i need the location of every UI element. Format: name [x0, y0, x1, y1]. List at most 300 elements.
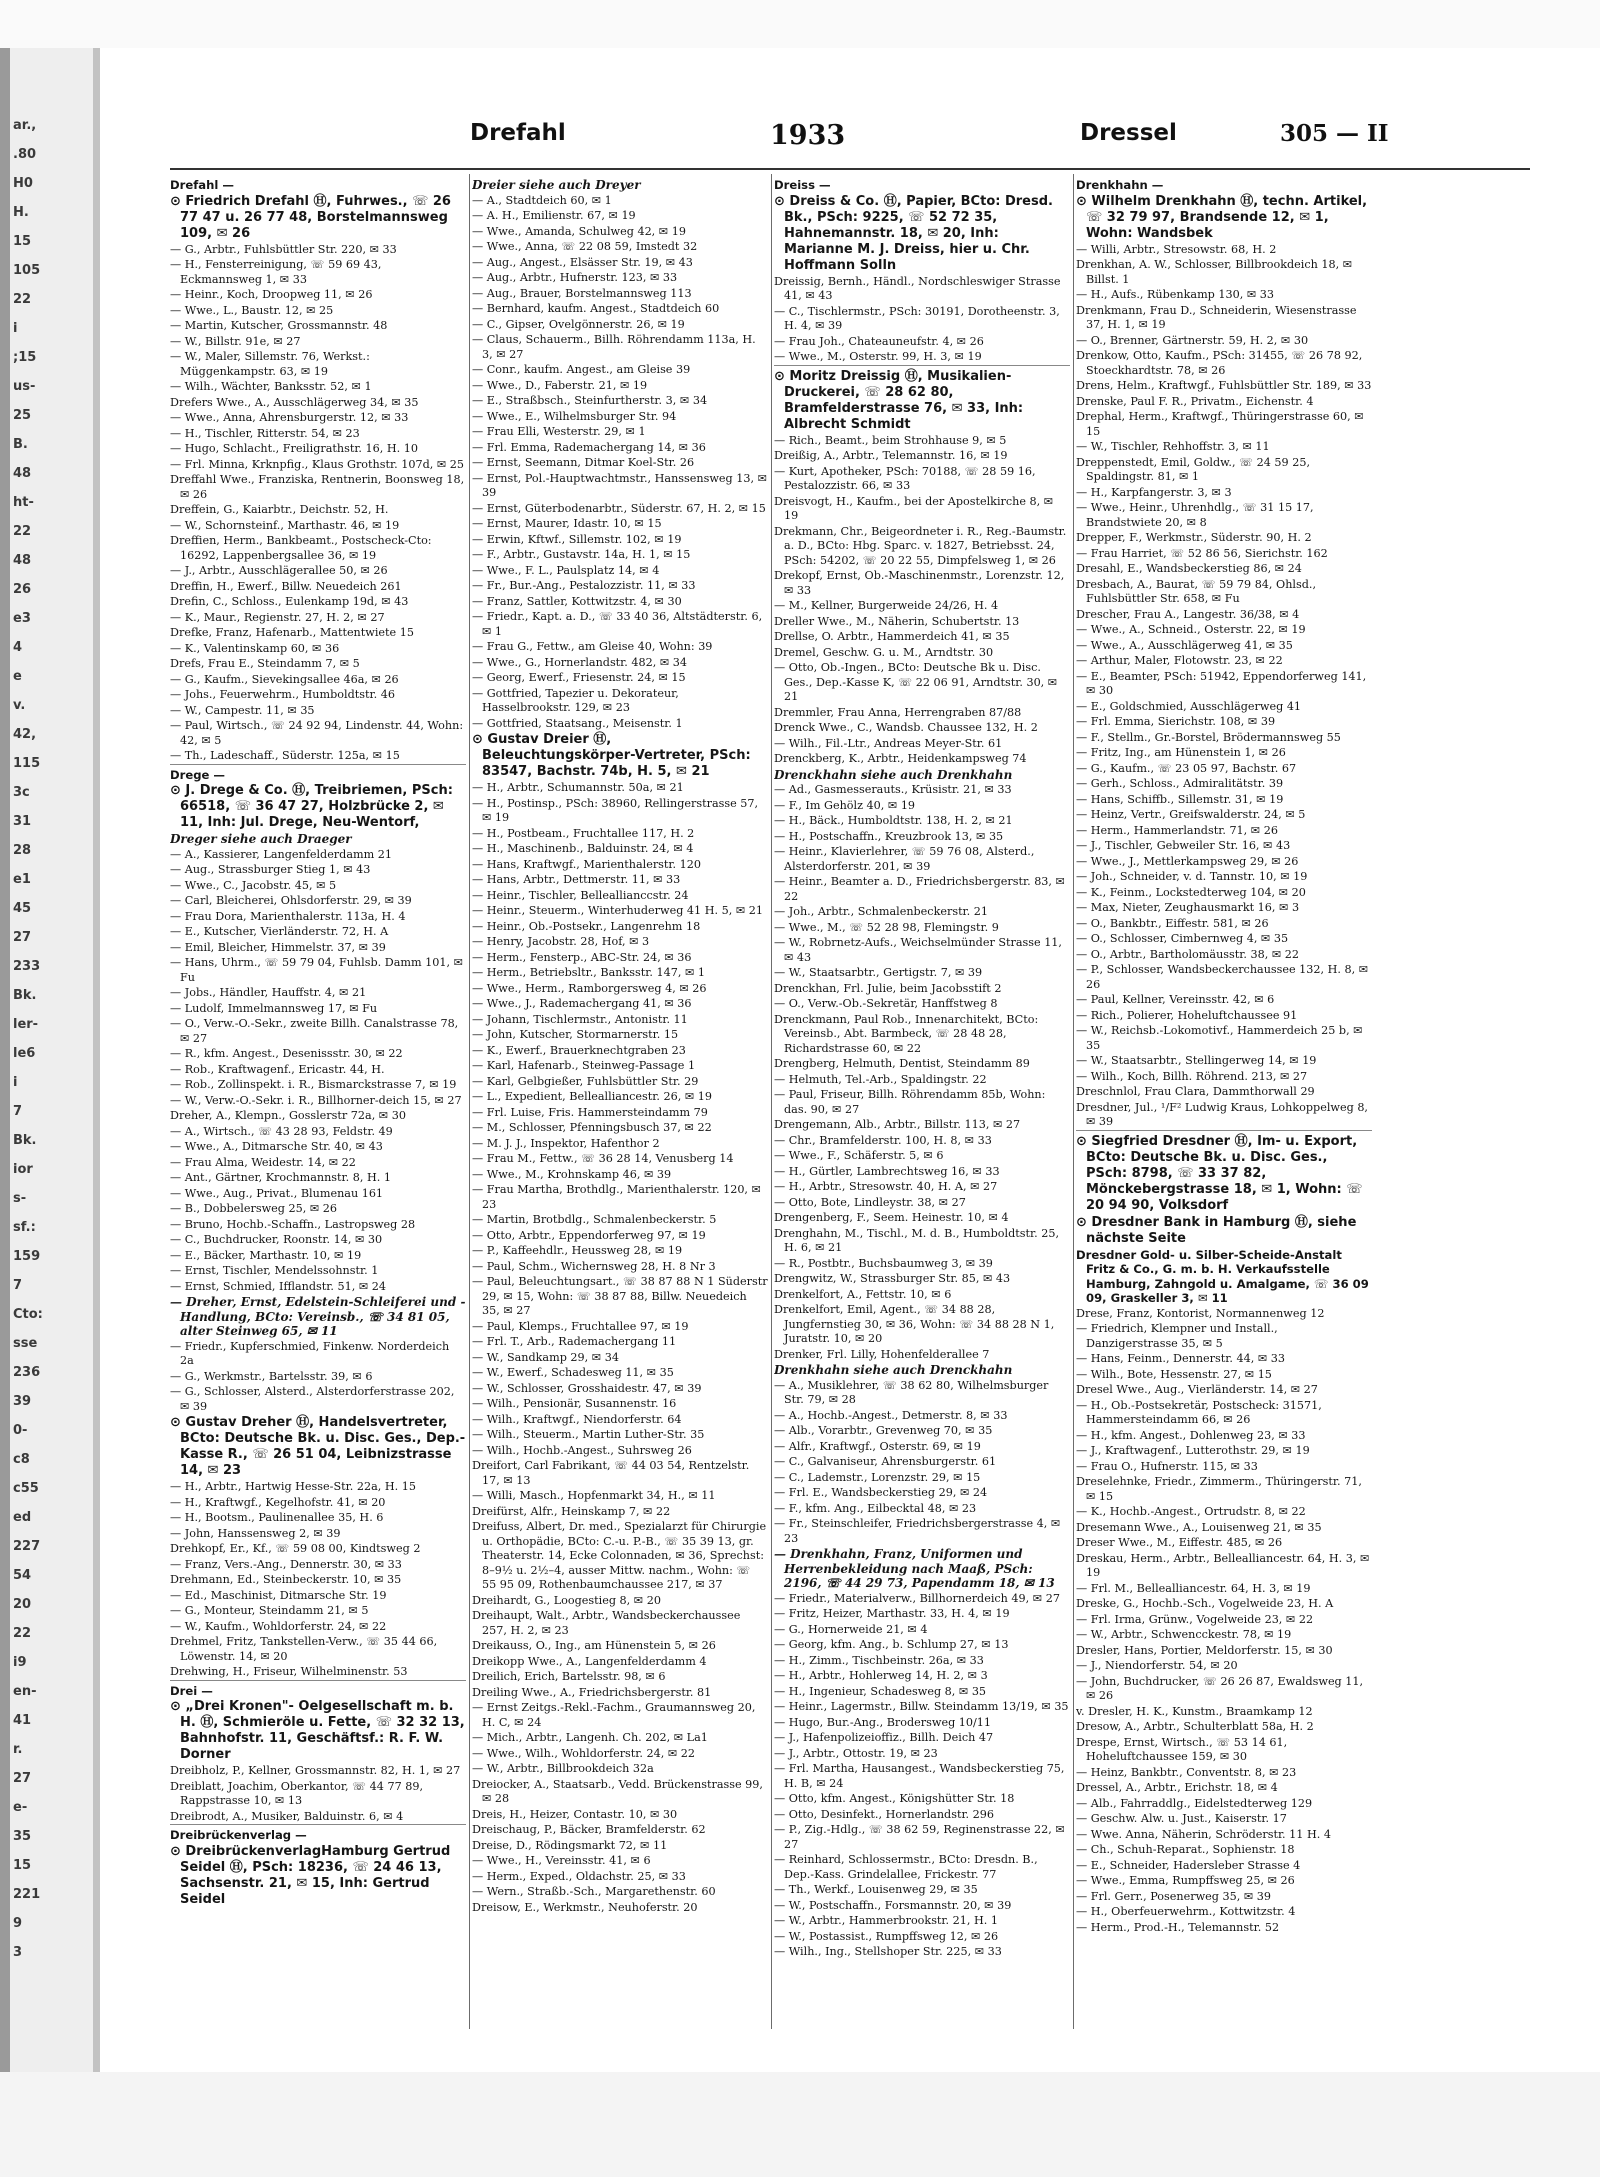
directory-entry: — A., Stadtdeich 60, ✉ 1: [472, 193, 612, 207]
directory-entry: Drehmel, Fritz, Tankstellen-Verw., ☏ 35 44 66, Löwenstr. 14, ✉ 20: [170, 1635, 438, 1663]
directory-entry: — Chr., Bramfelderstr. 100, H. 8, ✉ 33: [774, 1133, 992, 1147]
directory-entry: Dreske, G., Hochb.-Sch., Vogelweide 23, H. A: [1076, 1597, 1334, 1610]
directory-entry: Dreger siehe auch Draeger: [170, 832, 352, 846]
directory-entry: Drepper, F., Werkmstr., Süderstr. 90, H. 2: [1076, 531, 1312, 544]
directory-entry: — H., Oberfeuerwehrm., Kottwitzstr. 4: [1076, 1905, 1296, 1918]
directory-entry: — Willi, Arbtr., Stresowstr. 68, H. 2: [1076, 242, 1277, 256]
directory-entry: — W., Arbtr., Billbrookdeich 32a: [472, 1762, 654, 1775]
directory-entry: — Gerh., Schloss., Admiralitätstr. 39: [1076, 777, 1284, 790]
directory-entry: — H., Kraftwgf., Kegelhofstr. 41, ✉ 20: [170, 1495, 386, 1509]
directory-entry: — Martin, Brotbdlg., Schmalenbeckerstr. 5: [472, 1213, 717, 1226]
directory-entry: — Ludolf, Immelmannsweg 17, ✉ Fu: [170, 1001, 378, 1015]
directory-entry: — R., kfm. Angest., Desenissstr. 30, ✉ 22: [170, 1047, 403, 1060]
directory-entry: — Erwin, Kftwf., Sillemstr. 102, ✉ 19: [472, 532, 682, 546]
directory-entry: Drefs, Frau E., Steindamm 7, ✉ 5: [170, 657, 360, 670]
directory-entry: — Willi, Masch., Hopfenmarkt 34, H., ✉ 11: [472, 1489, 716, 1502]
directory-entry: Drenghahn, M., Tischl., M. d. B., Humboldtstr. 25, H. 6, ✉ 21: [774, 1226, 1060, 1254]
directory-entry: — M., Schlosser, Pfenningsbusch 37, ✉ 22: [472, 1121, 712, 1134]
directory-entry: — Wwe., Emma, Rumpffsweg 25, ✉ 26: [1076, 1874, 1295, 1887]
directory-entry: — F., Stellm., Gr.-Borstel, Brödermannsweg 55: [1076, 730, 1341, 744]
directory-entry: Drenker, Frl. Lilly, Hohenfelderallee 7: [774, 1347, 990, 1361]
directory-entry: — G., Hornerweide 21, ✉ 4: [774, 1622, 928, 1636]
directory-entry: Dreibholz, P., Kellner, Grossmannstr. 82, H. 1, ✉ 27: [170, 1764, 461, 1777]
directory-entry: Dremmler, Frau Anna, Herrengraben 87/88: [774, 705, 1022, 719]
directory-entry: — G., Arbtr., Fuhlsbüttler Str. 220, ✉ 33: [170, 242, 397, 256]
directory-entry: — Ernst, Schmied, Ifflandstr. 51, ✉ 24: [170, 1279, 386, 1293]
directory-entry: Drengenberg, F., Seem. Heinestr. 10, ✉ 4: [774, 1211, 1009, 1224]
directory-entry: — Wwe., Herm., Ramborgersweg 4, ✉ 26: [472, 981, 707, 995]
directory-entry: — Franz, Sattler, Kottwitzstr. 4, ✉ 30: [472, 594, 682, 608]
directory-entry: — Johs., Feuerwehrm., Humboldtstr. 46: [170, 688, 395, 701]
directory-entry: — Ernst, Tischler, Mendelssohnstr. 1: [170, 1264, 379, 1277]
directory-entry: — Wwe., Aug., Privat., Blumenau 161: [170, 1186, 384, 1200]
directory-entry: — M., Kellner, Burgerweide 24/26, H. 4: [774, 599, 999, 612]
directory-entry: — C., Lademstr., Lorenzstr. 29, ✉ 15: [774, 1470, 981, 1484]
directory-entry: — Wwe., E., Wilhelmsburger Str. 94: [472, 409, 677, 423]
directory-entry: — Aug., Strassburger Stieg 1, ✉ 43: [170, 863, 371, 876]
directory-entry: — P., Kaffeehdlr., Heussweg 28, ✉ 19: [472, 1244, 683, 1257]
directory-entry: — Heinr., Lagermstr., Billw. Steindamm 13/19, ✉ 35: [774, 1700, 1069, 1713]
listing-column-1: [170, 178, 466, 2018]
directory-entry: — C., Buchdrucker, Roonstr. 14, ✉ 30: [170, 1233, 383, 1246]
directory-entry: — Wwe., D., Faberstr. 21, ✉ 19: [472, 378, 648, 392]
directory-entry: — Franz, Vers.-Ang., Dennerstr. 30, ✉ 33: [170, 1557, 402, 1571]
directory-entry: Dreifürst, Alfr., Heinskamp 7, ✉ 22: [472, 1504, 671, 1518]
directory-entry: Drege —: [170, 767, 225, 782]
adjacent-page-fragment: ht-: [13, 495, 34, 510]
directory-entry: — O., Brenner, Gärtnerstr. 59, H. 2, ✉ 30: [1076, 333, 1309, 347]
directory-entry: — Th., Ladeschaff., Süderstr. 125a, ✉ 15: [170, 749, 466, 765]
directory-entry: — Karl, Gelbgießer, Fuhlsbüttler Str. 29: [472, 1074, 699, 1088]
directory-entry: — Fritz, Ing., am Hünenstein 1, ✉ 26: [1076, 746, 1286, 759]
directory-entry: Dreiocker, A., Staatsarb., Vedd. Brückenstrasse 99, ✉ 28: [472, 1777, 763, 1805]
directory-entry: — Hans, Schiffb., Sillemstr. 31, ✉ 19: [1076, 792, 1284, 806]
directory-entry: Drephal, Herm., Kraftwgf., Thüringerstrasse 60, ✉ 15: [1076, 410, 1364, 438]
adjacent-page-fragment: 26: [13, 582, 32, 597]
directory-entry: — J., Niendorferstr. 54, ✉ 20: [1076, 1659, 1238, 1672]
directory-entry: Drescher, Frau A., Langestr. 36/38, ✉ 4: [1076, 607, 1300, 621]
directory-entry: — Paul, Beleuchtungsart., ☏ 38 87 88 N 1 Süderstr 29, ✉ 15, Wohn: ☏ 38 87 88, Billw. Neuedeich 35, ✉ 27: [472, 1275, 768, 1317]
adjacent-page-fragment: e3: [13, 611, 31, 626]
adjacent-page-fragment: en-: [13, 1684, 37, 1699]
directory-entry: Drespe, Ernst, Wirtsch., ☏ 53 14 61, Hoheluftchaussee 159, ✉ 30: [1076, 1735, 1288, 1763]
directory-entry: — Frau Dora, Marienthalerstr. 113a, H. 4: [170, 909, 406, 923]
directory-entry: Dreißig, A., Arbtr., Telemannstr. 16, ✉ 19: [774, 449, 1008, 462]
directory-entry: — Dreher, Ernst, Edelstein-Schleiferei und -Handlung, BCto: Vereinsb., ☏ 34 81 05, alter Steinweg 65, ✉ 11: [170, 1295, 466, 1338]
directory-entry: Drenkhahn siehe auch Drenckhahn: [774, 1363, 1013, 1377]
directory-entry: — Heinr., Koch, Droopweg 11, ✉ 26: [170, 288, 373, 301]
directory-entry: Dreihardt, G., Loogestieg 8, ✉ 20: [472, 1593, 661, 1607]
directory-entry: Drenkelfort, Emil, Agent., ☏ 34 88 28, Jungfernstieg 30, ✉ 36, Wohn: ☏ 34 88 28 N 1, Juratstr. 10, ✉ 20: [774, 1303, 1055, 1345]
directory-entry: Dreifuss, Albert, Dr. med., Spezialarzt für Chirurgie u. Orthopädie, BCto: C.-u. P.-B., ☏ 35 39 13, gr. Theaterstr. 14, Ecke Colonnaden, ✉ 36, Sprechst: 8–9½ u. 2½–4, ausser Mittw. nachm., Wohn: ☏ 55 95 09, Rothenbaumchaussee 217, ✉ 37: [472, 1520, 767, 1591]
directory-entry: — W., Kaufm., Wohldorferstr. 24, ✉ 22: [170, 1619, 387, 1633]
directory-entry: — Alfr., Kraftwgf., Osterstr. 69, ✉ 19: [774, 1439, 981, 1453]
directory-entry: Drefahl —: [170, 178, 234, 192]
adjacent-page-fragment: c55: [13, 1481, 39, 1496]
directory-entry: — W., Tischler, Rehhoffstr. 3, ✉ 11: [1076, 440, 1270, 453]
adjacent-page-fragment: e-: [13, 1800, 28, 1815]
directory-entry: Dreis, H., Heizer, Contastr. 10, ✉ 30: [472, 1807, 678, 1821]
scan-top-margin: [0, 0, 1600, 48]
directory-entry: — H., Arbtr., Schumannstr. 50a, ✉ 21: [472, 781, 684, 794]
adjacent-page-fragment: le6: [13, 1046, 36, 1061]
directory-entry: Dreischaug, P., Bäcker, Bramfelderstr. 62: [472, 1823, 706, 1836]
directory-entry: — Wilh., Kraftwgf., Niendorferstr. 64: [472, 1412, 682, 1426]
directory-entry: — Gottfried, Staatsang., Meisenstr. 1: [472, 716, 683, 730]
column-divider: [1073, 174, 1074, 2029]
directory-entry: — Alb., Fahrraddlg., Eidelstedterweg 129: [1076, 1796, 1313, 1810]
directory-entry: — W., Verw.-O.-Sekr. i. R., Billhorner-deich 15, ✉ 27: [170, 1093, 462, 1107]
book-spine-shadow: [0, 48, 10, 2072]
directory-entry: Dreselehnke, Friedr., Zimmerm., Thüringerstr. 71, ✉ 15: [1076, 1475, 1362, 1503]
directory-entry: — Friedr., Materialverw., Billhornerdeich 49, ✉ 27: [774, 1591, 1060, 1605]
adjacent-page-fragment: s-: [13, 1191, 27, 1206]
adjacent-page-fragment: 227: [13, 1539, 41, 1554]
directory-entry: — Max, Nieter, Zeughausmarkt 16, ✉ 3: [1076, 901, 1300, 914]
adjacent-page-fragment: 9: [13, 1916, 23, 1931]
directory-entry: — G., Werkmstr., Bartelsstr. 39, ✉ 6: [170, 1369, 373, 1383]
directory-entry: — G., Kaufm., ☏ 23 05 97, Bachstr. 67: [1076, 761, 1297, 775]
page-number: 305 — II: [1280, 120, 1389, 147]
directory-entry: — H., Postinsp., PSch: 38960, Rellingerstrasse 57, ✉ 19: [472, 796, 759, 824]
directory-entry: — Fritz, Heizer, Marthastr. 33, H. 4, ✉ 19: [774, 1607, 1010, 1620]
directory-entry: Drenkow, Otto, Kaufm., PSch: 31455, ☏ 26 78 92, Stoeckhardtstr. 78, ✉ 26: [1076, 349, 1363, 377]
adjacent-page-fragment: ar.,: [13, 118, 37, 133]
adjacent-page-fragment: i9: [13, 1655, 27, 1670]
directory-entry: Drens, Helm., Kraftwgf., Fuhlsbüttler Str. 189, ✉ 33: [1076, 379, 1372, 392]
running-header: [170, 120, 1570, 168]
directory-entry: — Friedr., Kupferschmied, Finkenw. Norderdeich 2a: [170, 1339, 450, 1367]
directory-entry: — Heinr., Klavierlehrer, ☏ 59 76 08, Alsterd., Alsterdorferstr. 201, ✉ 39: [774, 845, 1035, 873]
directory-entry: — Fr., Steinschleifer, Friedrichsbergerstrasse 4, ✉ 23: [774, 1517, 1061, 1545]
adjacent-page-fragment: 48: [13, 466, 32, 481]
header-last-entry: Dressel: [1080, 120, 1177, 146]
directory-entry: — Joh., Arbtr., Schmalenbeckerstr. 21: [774, 905, 989, 918]
directory-entry: Drehmann, Ed., Steinbeckerstr. 10, ✉ 35: [170, 1573, 402, 1586]
directory-entry: — H., kfm. Angest., Dohlenweg 23, ✉ 33: [1076, 1428, 1306, 1442]
adjacent-page-fragment: 41: [13, 1713, 32, 1728]
directory-entry: Dreffein, G., Kaiarbtr., Deichstr. 52, H.: [170, 503, 389, 516]
column-divider: [771, 174, 772, 2029]
directory-entry: — P., Schlosser, Wandsbeckerchaussee 132, H. 8, ✉ 26: [1076, 963, 1369, 991]
directory-entry: — Mich., Arbtr., Langenh. Ch. 202, ✉ La1: [472, 1731, 708, 1744]
directory-entry: — Wwe., G., Hornerlandstr. 482, ✉ 34: [472, 655, 688, 669]
directory-entry: — Karl, Hafenarb., Steinweg-Passage 1: [472, 1059, 696, 1072]
directory-entry: — Reinhard, Schlossermstr., BCto: Dresdn. B., Dep.-Kass. Grindelallee, Frickestr. 77: [774, 1853, 1038, 1881]
directory-entry: Drenkmann, Frau D., Schneiderin, Wiesenstrasse 37, H. 1, ✉ 19: [1076, 303, 1357, 331]
directory-entry: — Frau O., Hufnerstr. 115, ✉ 33: [1076, 1459, 1258, 1473]
directory-entry: Drehwing, H., Friseur, Wilhelminenstr. 53: [170, 1665, 466, 1681]
directory-entry: — Rob., Kraftwagenf., Ericastr. 44, H.: [170, 1062, 385, 1076]
directory-entry: — Frau Elli, Westerstr. 29, ✉ 1: [472, 425, 646, 438]
directory-entry: Drellse, O. Arbtr., Hammerdeich 41, ✉ 35: [774, 630, 1010, 643]
directory-entry: — Paul, Wirtsch., ☏ 24 92 94, Lindenstr. 44, Wohn: 42, ✉ 5: [170, 719, 464, 747]
directory-entry: — Friedrich, Klempner und Install., Danzigerstrasse 35, ✉ 5: [1076, 1322, 1278, 1350]
adjacent-page-fragment: 115: [13, 756, 41, 771]
adjacent-page-fragment: sse: [13, 1336, 38, 1351]
directory-entry: — F., Im Gehölz 40, ✉ 19: [774, 798, 916, 812]
adjacent-page-fragment: c8: [13, 1452, 30, 1467]
directory-entry: v. Dresler, H. K., Kunstm., Braamkamp 12: [1076, 1704, 1313, 1718]
directory-entry: — Frau Harriet, ☏ 52 86 56, Sierichstr. 162: [1076, 546, 1328, 560]
directory-entry: — H., Arbtr., Hartwig Hesse-Str. 22a, H. 15: [170, 1480, 416, 1493]
page-gutter-shadow: [93, 48, 100, 2072]
directory-entry: — Hans, Uhrm., ☏ 59 79 04, Fuhlsb. Damm 101, ✉ Fu: [170, 956, 463, 984]
directory-entry: Drengemann, Alb., Arbtr., Billstr. 113, ✉ 27: [774, 1118, 1021, 1131]
directory-entry: — Wwe., Amanda, Schulweg 42, ✉ 19: [472, 224, 686, 238]
directory-entry: — W., Staatsarbtr., Gertigstr. 7, ✉ 39: [774, 966, 983, 979]
directory-entry: — Frl. M., Bellealliancestr. 64, H. 3, ✉ 19: [1076, 1581, 1311, 1595]
adjacent-page-fragment: v.: [13, 698, 26, 713]
adjacent-page-fragment: 39: [13, 1394, 32, 1409]
directory-entry: ⊙ Friedrich Drefahl Ⓗ, Fuhrwes., ☏ 26 77 47 u. 26 77 48, Borstelmannsweg 109, ✉ 26: [170, 193, 451, 241]
directory-entry: — Henry, Jacobstr. 28, Hof, ✉ 3: [472, 935, 650, 948]
directory-entry: Dreifort, Carl Fabrikant, ☏ 44 03 54, Rentzelstr. 17, ✉ 13: [472, 1459, 750, 1487]
directory-entry: — Wilh., Pensionär, Susannenstr. 16: [472, 1397, 677, 1410]
directory-entry: — J., Arbtr., Ausschlägerallee 50, ✉ 26: [170, 564, 388, 577]
directory-entry: — Hans, Arbtr., Dettmerstr. 11, ✉ 33: [472, 873, 681, 886]
directory-entry: — P., Zig.-Hdlg., ☏ 38 62 59, Reginenstrasse 22, ✉ 27: [774, 1823, 1065, 1851]
directory-entry: — Wilh., Fil.-Ltr., Andreas Meyer-Str. 61: [774, 736, 1003, 750]
directory-entry: — C., Tischlermstr., PSch: 30191, Dorotheenstr. 3, H. 4, ✉ 39: [774, 304, 1060, 332]
directory-entry: — Frau M., Fettw., ☏ 36 28 14, Venusberg 14: [472, 1152, 734, 1165]
directory-entry: — John, Kutscher, Stormarnerstr. 15: [472, 1028, 679, 1041]
directory-entry: Drenckhahn siehe auch Drenkhahn: [774, 767, 1013, 782]
directory-entry: — Heinr., Beamter a. D., Friedrichsbergerstr. 83, ✉ 22: [774, 875, 1065, 903]
directory-entry: — W., Campestr. 11, ✉ 35: [170, 703, 315, 717]
directory-entry: Dremel, Geschw. G. u. M., Arndtstr. 30: [774, 645, 994, 659]
directory-entry: — O., Verw.-O.-Sekr., zweite Billh. Canalstrasse 78, ✉ 27: [170, 1017, 459, 1045]
directory-entry: — Frl. E., Wandsbeckerstieg 29, ✉ 24: [774, 1486, 988, 1499]
directory-entry: — Otto, kfm. Angest., Königshütter Str. 18: [774, 1792, 1015, 1805]
directory-entry: Dresow, A., Arbtr., Schulterblatt 58a, H. 2: [1076, 1720, 1314, 1733]
directory-entry: — Bernhard, kaufm. Angest., Stadtdeich 60: [472, 302, 720, 315]
directory-entry: — E., Straßbsch., Steinfurtherstr. 3, ✉ 34: [472, 394, 708, 407]
directory-entry: — John, Buchdrucker, ☏ 26 26 87, Ewaldsweg 11, ✉ 26: [1076, 1674, 1364, 1702]
directory-entry: — Martin, Kutscher, Grossmannstr. 48: [170, 319, 388, 332]
directory-entry: — Aug., Brauer, Borstelmannsweg 113: [472, 286, 692, 300]
directory-entry: — Wwe., F., Schäferstr. 5, ✉ 6: [774, 1149, 944, 1162]
directory-entry: — Rob., Zollinspekt. i. R., Bismarckstrasse 7, ✉ 19: [170, 1078, 457, 1091]
adjacent-page-fragment: 27: [13, 930, 32, 945]
directory-entry: — Frau Alma, Weidestr. 14, ✉ 22: [170, 1155, 356, 1169]
directory-entry: Dreibrodt, A., Musiker, Balduinstr. 6, ✉ 4: [170, 1810, 466, 1826]
directory-entry: Dreisvogt, H., Kaufm., bei der Apostelkirche 8, ✉ 19: [774, 494, 1054, 522]
adjacent-page-fragment: 0-: [13, 1423, 28, 1438]
directory-entry: Dreissig, Bernh., Händl., Nordschleswiger Strasse 41, ✉ 43: [774, 274, 1061, 302]
directory-entry: — C., Gipser, Ovelgönnerstr. 26, ✉ 19: [472, 317, 685, 331]
directory-entry: — L., Expedient, Bellealliancestr. 26, ✉ 19: [472, 1090, 713, 1103]
directory-entry: — Th., Werkf., Louisenweg 29, ✉ 35: [774, 1883, 978, 1896]
directory-entry: — J., Tischler, Gebweiler Str. 16, ✉ 43: [1076, 839, 1291, 852]
directory-entry: — Ed., Maschinist, Ditmarsche Str. 19: [170, 1588, 387, 1602]
directory-entry: — Wilh., Bote, Hessenstr. 27, ✉ 15: [1076, 1367, 1272, 1381]
adjacent-page-fragment: 221: [13, 1887, 41, 1902]
directory-entry: — John, Hanssensweg 2, ✉ 39: [170, 1526, 341, 1540]
directory-entry: — Alb., Vorarbtr., Grevenweg 70, ✉ 35: [774, 1424, 993, 1437]
directory-entry: — Wwe., Heinr., Uhrenhdlg., ☏ 31 15 17, Brandstwiete 20, ✉ 8: [1076, 501, 1314, 529]
directory-entry: — K., Hochb.-Angest., Ortrudstr. 8, ✉ 22: [1076, 1505, 1306, 1518]
directory-entry: — Wwe., Anna, Ahrensburgerstr. 12, ✉ 33: [170, 411, 409, 424]
directory-entry: Drenkhan, A. W., Schlosser, Billbrookdeich 18, ✉ Billst. 1: [1076, 258, 1353, 286]
directory-entry: — Wwe., H., Vereinsstr. 41, ✉ 6: [472, 1854, 651, 1867]
directory-entry: ⊙ DreibrückenverlagHamburg Gertrud Seidel Ⓗ, PSch: 18236, ☏ 24 46 13, Sachsenstr. 21, ✉ 15, Inh: Gertrud Seidel: [170, 1843, 451, 1907]
directory-entry: — W., Schlosser, Grosshaidestr. 47, ✉ 39: [472, 1381, 702, 1395]
directory-entry: — Arthur, Maler, Flotowstr. 23, ✉ 22: [1076, 654, 1283, 667]
directory-entry: — Wwe., C., Jacobstr. 45, ✉ 5: [170, 878, 337, 892]
directory-entry: Dresbach, A., Baurat, ☏ 59 79 84, Ohlsd., Fuhlsbüttler Str. 658, ✉ Fu: [1076, 577, 1317, 605]
directory-entry: — K., Ewerf., Brauerknechtgraben 23: [472, 1043, 686, 1057]
directory-entry: — M. J. J., Inspektor, Hafenthor 2: [472, 1136, 660, 1150]
directory-entry: — Hugo, Bur.-Ang., Brodersweg 10/11: [774, 1715, 992, 1729]
directory-entry: — K., Maur., Regienstr. 27, H. 2, ✉ 27: [170, 610, 385, 624]
directory-entry: — Heinr., Steuerm., Winterhuderweg 41 H. 5, ✉ 21: [472, 904, 763, 917]
adjacent-page-edge: [0, 48, 100, 2072]
directory-entry: Dreppenstedt, Emil, Goldw., ☏ 24 59 25, Spaldingstr. 81, ✉ 1: [1076, 455, 1311, 483]
directory-entry: ⊙ Siegfried Dresdner Ⓗ, Im- u. Export, BCto: Deutsche Bk. u. Disc. Ges., PSch: 8798, ☏ 33 37 82, Mönckebergstrasse 18, ✉ 1, Wohn: ☏ 20 94 90, Volksdorf: [1076, 1133, 1363, 1213]
directory-entry: — A., Wirtsch., ☏ 43 28 93, Feldstr. 49: [170, 1124, 393, 1138]
directory-entry: ⊙ Gustav Dreier Ⓗ, Beleuchtungskörper-Vertreter, PSch: 83547, Bachstr. 74b, H. 5, ✉ 21: [472, 732, 751, 779]
directory-entry: — Otto, Bote, Lindleystr. 38, ✉ 27: [774, 1195, 966, 1209]
directory-entry: — Frl. Martha, Hausangest., Wandsbeckerstieg 75, H. B, ✉ 24: [774, 1762, 1065, 1790]
directory-entry: — E., Kutscher, Vierländerstr. 72, H. A: [170, 925, 389, 938]
directory-entry: — H., Bootsm., Paulinenallee 35, H. 6: [170, 1511, 384, 1524]
directory-entry: — Frl. Irma, Grünw., Vogelweide 23, ✉ 22: [1076, 1612, 1314, 1626]
directory-entry: — Paul, Friseur, Billh. Röhrendamm 85b, Wohn: das. 90, ✉ 27: [774, 1088, 1046, 1116]
directory-entry: — E., Goldschmied, Ausschlägerweg 41: [1076, 699, 1302, 713]
directory-entry: — Wwe. Anna, Näherin, Schröderstr. 11 H. 4: [1076, 1827, 1331, 1841]
directory-entry: — Claus, Schauerm., Billh. Röhrendamm 113a, H. 3, ✉ 27: [472, 333, 756, 361]
directory-entry: — H., Ob.-Postsekretär, Postscheck: 31571, Hammersteindamm 66, ✉ 26: [1076, 1398, 1322, 1426]
directory-entry: — Paul, Kellner, Vereinsstr. 42, ✉ 6: [1076, 993, 1275, 1006]
directory-entry: — Kurt, Apotheker, PSch: 70188, ☏ 28 59 16, Pestalozzistr. 66, ✉ 33: [774, 464, 1036, 492]
directory-entry: Dreskau, Herm., Arbtr., Bellealliancestr. 64, H. 3, ✉ 19: [1076, 1551, 1370, 1579]
directory-entry: — Rich., Beamt., beim Strohhause 9, ✉ 5: [774, 433, 1007, 447]
directory-entry: — Wilh., Koch, Billh. Röhrend. 213, ✉ 27: [1076, 1069, 1308, 1083]
directory-entry: Drenske, Paul F. R., Privatm., Eichenstr. 4: [1076, 394, 1314, 408]
directory-entry: — Herm., Betriebsltr., Banksstr. 147, ✉ 1: [472, 966, 705, 979]
directory-entry: — H., Aufs., Rübenkamp 130, ✉ 33: [1076, 288, 1275, 301]
directory-entry: — Gottfried, Tapezier u. Dekorateur, Hasselbrookstr. 129, ✉ 23: [472, 686, 679, 714]
directory-entry: Drese, Franz, Kontorist, Normannenweg 12: [1076, 1306, 1325, 1320]
directory-entry: ⊙ „Drei Kronen"- Oelgesellschaft m. b. H. Ⓗ, Schmieröle u. Fette, ☏ 32 32 13, Bahnhofstr. 11, Geschäftsf.: R. F. W. Dorner: [170, 1699, 465, 1762]
adjacent-page-fragment: ior: [13, 1162, 33, 1177]
directory-entry: ⊙ Dresdner Bank in Hamburg Ⓗ, siehe nächste Seite: [1076, 1214, 1357, 1246]
directory-entry: — Wilh., Steuerm., Martin Luther-Str. 35: [472, 1428, 705, 1441]
adjacent-page-fragment: 35: [13, 1829, 32, 1844]
directory-entry: Dreihaupt, Walt., Arbtr., Wandsbeckerchaussee 257, H. 2, ✉ 23: [472, 1609, 741, 1637]
directory-entry: — Frl. Minna, Krknpfig., Klaus Grothstr. 107d, ✉ 25: [170, 457, 465, 471]
directory-entry: Dreiling Wwe., A., Friedrichsbergerstr. 81: [472, 1685, 712, 1699]
directory-entry: — Geschw. Alw. u. Just., Kaiserstr. 17: [1076, 1812, 1287, 1825]
directory-entry: — Frl. T., Arb., Rademachergang 11: [472, 1335, 677, 1348]
directory-entry: — G., Schlosser, Alsterd., Alsterdorferstrasse 202, ✉ 39: [170, 1385, 455, 1413]
directory-entry: Dreibrückenverlag —: [170, 1828, 307, 1842]
directory-page: [110, 48, 1600, 2072]
directory-entry: — Wwe., A., Ditmarsche Str. 40, ✉ 43: [170, 1140, 383, 1153]
adjacent-page-fragment: 3: [13, 1945, 23, 1960]
directory-entry: — H., Postbeam., Fruchtallee 117, H. 2: [472, 826, 695, 840]
directory-entry: — Wwe., Wilh., Wohldorferstr. 24, ✉ 22: [472, 1746, 696, 1760]
directory-entry: — R., Postbtr., Buchsbaumweg 3, ✉ 39: [774, 1256, 993, 1270]
directory-entry: — G., Monteur, Steindamm 21, ✉ 5: [170, 1604, 369, 1617]
directory-entry: — W., Ewerf., Schadesweg 11, ✉ 35: [472, 1366, 674, 1379]
header-year: 1933: [770, 120, 846, 151]
directory-entry: Dreisow, E., Werkmstr., Neuhoferstr. 20: [472, 1900, 698, 1914]
scan-bottom-margin: [0, 2072, 1600, 2177]
directory-entry: — H., Gürtler, Lambrechtsweg 16, ✉ 33: [774, 1164, 1000, 1178]
adjacent-page-fragment: H0: [13, 176, 33, 191]
directory-entry: — H., Ingenieur, Schadesweg 8, ✉ 35: [774, 1684, 987, 1698]
directory-entry: — H., Arbtr., Hohlerweg 14, H. 2, ✉ 3: [774, 1669, 988, 1682]
adjacent-page-fragment: 7: [13, 1278, 23, 1293]
directory-entry: Drefke, Franz, Hafenarb., Mattentwiete 15: [170, 626, 414, 639]
directory-entry: — E., Schneider, Hadersleber Strasse 4: [1076, 1858, 1301, 1872]
directory-entry: — Ernst, Maurer, Idastr. 10, ✉ 15: [472, 517, 662, 530]
adjacent-page-fragment: 15: [13, 234, 32, 249]
adjacent-page-fragment: ler-: [13, 1017, 39, 1032]
adjacent-page-fragment: 45: [13, 901, 32, 916]
directory-entry: Drengwitz, W., Strassburger Str. 85, ✉ 43: [774, 1272, 1011, 1285]
directory-entry: — Georg, Ewerf., Friesenstr. 24, ✉ 15: [472, 671, 686, 684]
directory-entry: — Wwe., F. L., Paulsplatz 14, ✉ 4: [472, 563, 660, 577]
directory-entry: — J., Kraftwagenf., Lutterothstr. 29, ✉ 19: [1076, 1444, 1310, 1457]
column-divider: [469, 174, 470, 2029]
directory-entry: — F., Arbtr., Gustavstr. 14a, H. 1, ✉ 15: [472, 548, 691, 561]
directory-entry: — Frl. Emma, Sierichstr. 108, ✉ 39: [1076, 715, 1276, 728]
directory-entry: — Wern., Straßb.-Sch., Margarethenstr. 60: [472, 1885, 716, 1898]
adjacent-page-fragment: 31: [13, 814, 32, 829]
directory-entry: Dreise, D., Rödingsmarkt 72, ✉ 11: [472, 1838, 668, 1852]
adjacent-page-fragment: ;15: [13, 350, 37, 365]
directory-entry: — Hans, Feinm., Dennerstr. 44, ✉ 33: [1076, 1352, 1286, 1365]
directory-entry: — W., Postassist., Rumpffsweg 12, ✉ 26: [774, 1929, 999, 1943]
adjacent-page-fragment: 4: [13, 640, 23, 655]
directory-entry: Drenkelfort, A., Fettstr. 10, ✉ 6: [774, 1287, 952, 1301]
directory-entry: — Heinz, Bankbtr., Conventstr. 8, ✉ 23: [1076, 1765, 1297, 1779]
directory-entry: ⊙ Dreiss & Co. Ⓗ, Papier, BCto: Dresd. Bk., PSch: 9225, ☏ 52 72 35, Hahnemannstr. 18, ✉ 20, Inh: Marianne M. J. Dreiss, hier u. Chr. Hoffmann Solln: [774, 193, 1053, 273]
directory-entry: — Ant., Gärtner, Krochmannstr. 8, H. 1: [170, 1171, 391, 1184]
directory-entry: — C., Galvaniseur, Ahrensburgerstr. 61: [774, 1455, 997, 1468]
adjacent-page-fragment: 233: [13, 959, 41, 974]
directory-entry: — W., Postschaffn., Forsmannstr. 20, ✉ 39: [774, 1898, 1012, 1912]
directory-entry: — W., Staatsarbtr., Stellingerweg 14, ✉ 19: [1076, 1054, 1317, 1067]
directory-entry: — W., Reichsb.-Lokomotivf., Hammerdeich 25 b, ✉ 35: [1076, 1024, 1363, 1052]
directory-entry: Dreikauss, O., Ing., am Hünenstein 5, ✉ 26: [472, 1639, 716, 1652]
directory-entry: Dreser Wwe., M., Eiffestr. 485, ✉ 26: [1076, 1536, 1283, 1549]
adjacent-page-fragment: 42,: [13, 727, 37, 742]
directory-entry: Drekmann, Chr., Beigeordneter i. R., Reg.-Baumstr. a. D., BCto: Hbg. Sparc. v. 1827, Betriebsst. 24, PSch: 54202, ☏ 20 22 55, Dimpfelsweg 1, ✉ 26: [774, 524, 1067, 567]
directory-entry: Dreier siehe auch Dreyer: [472, 178, 641, 192]
header-divider: [170, 168, 1530, 170]
directory-entry: — Wwe., A., Ausschlägerweg 41, ✉ 35: [1076, 638, 1293, 652]
adjacent-page-fragment: 15: [13, 1858, 32, 1873]
directory-entry: — A., Hochb.-Angest., Detmerstr. 8, ✉ 33: [774, 1408, 1008, 1422]
directory-entry: — B., Dobbelersweg 25, ✉ 26: [170, 1202, 337, 1215]
directory-entry: Drenckmann, Paul Rob., Innenarchitekt, BCto: Vereinsb., Abt. Barmbeck, ☏ 28 48 28, Richardstrasse 60, ✉ 22: [774, 1012, 1039, 1055]
directory-entry: Dreffin, H., Ewerf., Billw. Neuedeich 261: [170, 579, 402, 593]
directory-entry: Drekopf, Ernst, Ob.-Maschinenmstr., Lorenzstr. 12, ✉ 33: [774, 569, 1065, 597]
directory-entry: Drenkhahn —: [1076, 178, 1164, 192]
directory-entry: — Otto, Ob.-Ingen., BCto: Deutsche Bk u. Disc. Ges., Dep.-Kasse K, ☏ 22 06 91, Arndtstr. 30, ✉ 21: [774, 661, 1058, 703]
directory-entry: — A., Kassierer, Langenfelderdamm 21: [170, 847, 393, 861]
directory-entry: — H., Zimm., Tischbeinstr. 26a, ✉ 33: [774, 1653, 984, 1667]
directory-entry: — Paul, Schm., Wichernsweg 28, H. 8 Nr 3: [472, 1259, 716, 1273]
directory-entry: — O., Arbtr., Bartholomäusstr. 38, ✉ 22: [1076, 947, 1299, 961]
directory-entry: — H., Fensterreinigung, ☏ 59 69 43, Eckmannsweg 1, ✉ 33: [170, 258, 382, 286]
directory-entry: — W., Schornsteinf., Marthastr. 46, ✉ 19: [170, 518, 400, 532]
directory-entry: — W., Sandkamp 29, ✉ 34: [472, 1350, 619, 1364]
